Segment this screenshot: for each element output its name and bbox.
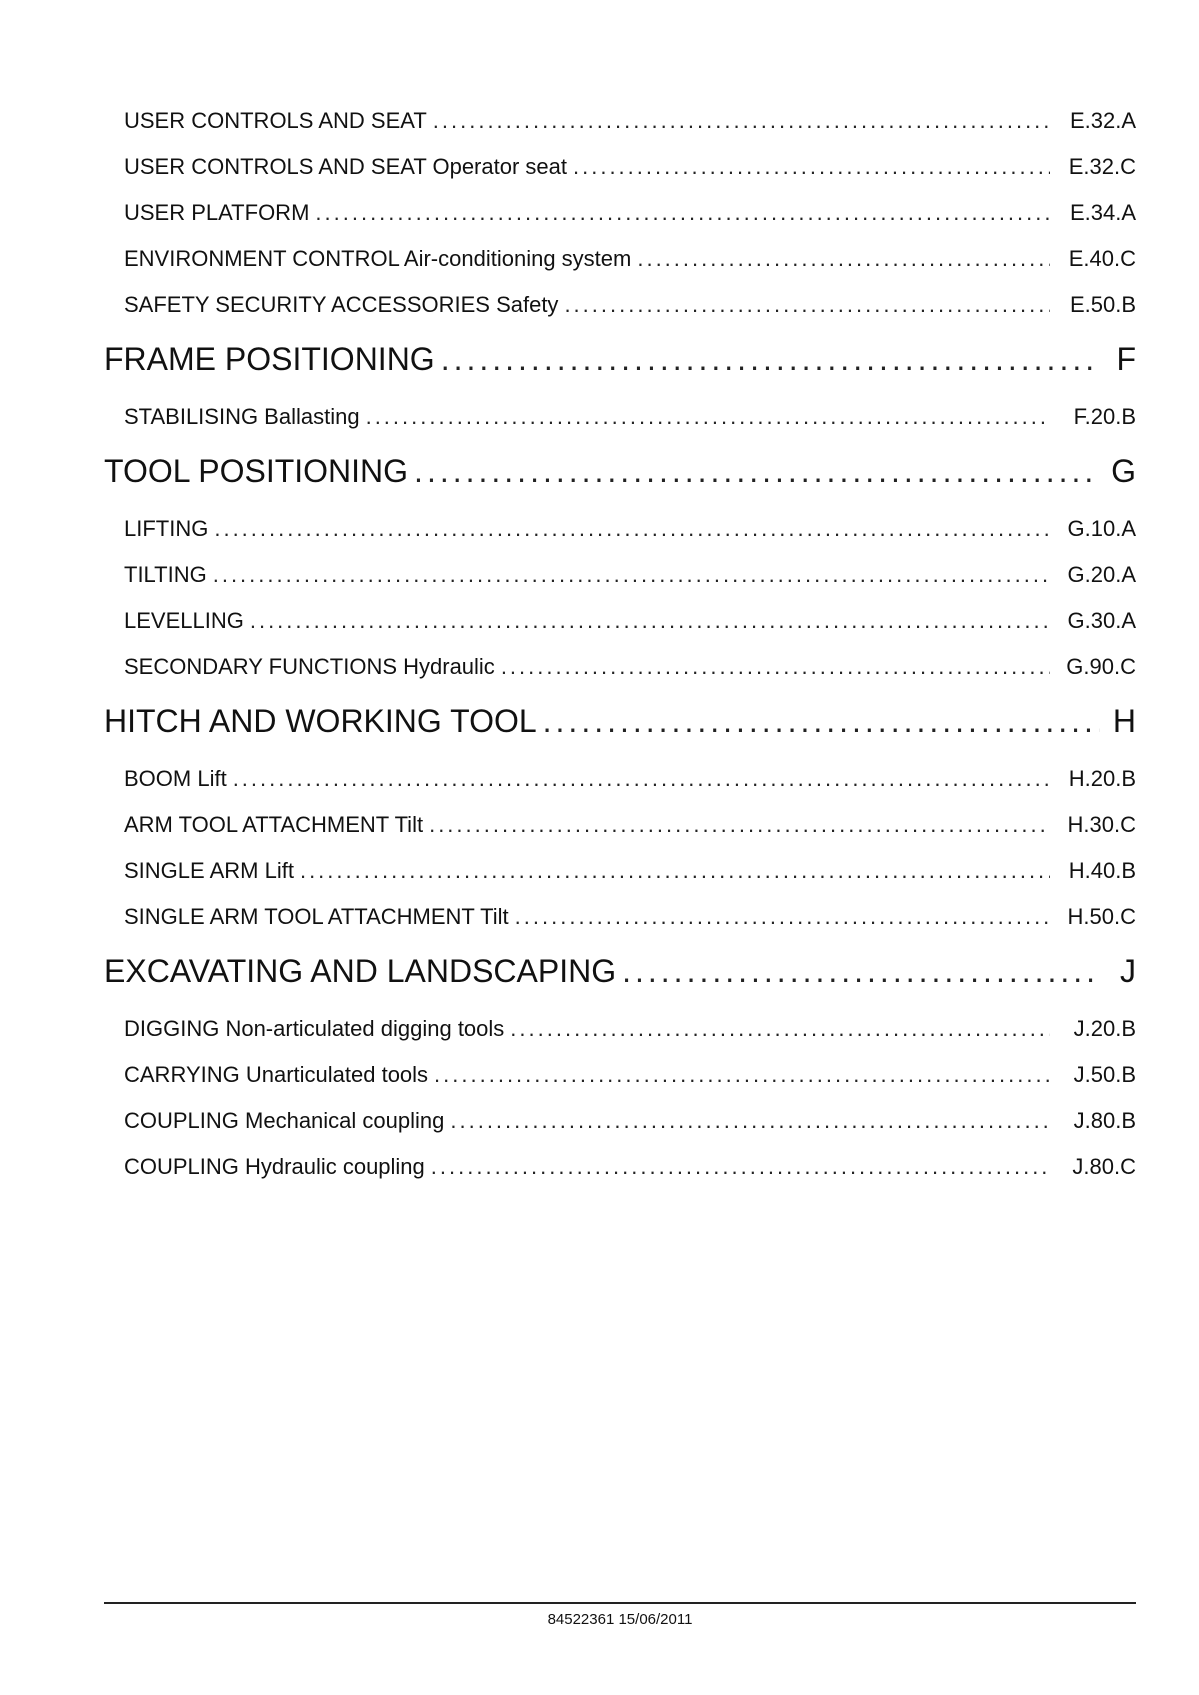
entry-title: BOOM Lift [124,766,227,791]
entry-title: TILTING [124,562,207,587]
entry-reference: H.40.B [1068,858,1136,883]
entry-title: CARRYING Unarticulated tools [124,1062,429,1087]
toc-entry [104,1006,1136,1052]
dot-leader [250,598,1050,644]
entry-title: ARM TOOL ATTACHMENT Tilt [124,812,424,837]
toc-entry [104,98,1136,144]
dot-leader [515,894,1050,940]
section-title: TOOL POSITIONING [104,453,409,489]
toc-entry [104,394,1136,440]
toc-entry [104,894,1136,940]
dot-leader [501,644,1050,690]
dot-leader [300,848,1050,894]
entry-reference: J.50.B [1073,1062,1136,1087]
toc-entry [104,1098,1136,1144]
entry-reference: E.34.A [1069,200,1136,225]
entry-reference: H.50.C [1067,904,1136,929]
entry-title: SINGLE ARM TOOL ATTACHMENT Tilt [124,904,509,929]
entry-reference: G.30.A [1067,608,1136,633]
toc-entry [104,802,1136,848]
entry-reference: J.80.B [1073,1108,1136,1133]
section-letter: F [1116,341,1136,377]
toc-entry [104,848,1136,894]
toc-section-heading [104,440,1136,506]
dot-leader [450,1098,1050,1144]
dot-leader [414,442,1100,500]
toc-entry [104,1052,1136,1098]
entry-title: DIGGING Non-articulated digging tools [124,1016,505,1041]
entry-title: COUPLING Hydraulic coupling [124,1154,425,1179]
dot-leader [637,236,1050,282]
toc-entry [104,552,1136,598]
dot-leader [429,802,1050,848]
entry-reference: H.20.B [1068,766,1136,791]
footer-divider [104,1602,1136,1604]
dot-leader [510,1006,1050,1052]
entry-reference: E.40.C [1068,246,1136,271]
dot-leader [213,552,1050,598]
section-letter: J [1120,953,1136,989]
entry-reference: E.32.C [1068,154,1136,179]
entry-title: STABILISING Ballasting [124,404,360,429]
toc-section-heading [104,690,1136,756]
entry-reference: G.10.A [1067,516,1136,541]
footer-doc-id-date: 84522361 15/06/2011 [547,1611,693,1628]
section-title: FRAME POSITIONING [104,341,435,377]
dot-leader [233,756,1050,802]
entry-title: USER CONTROLS AND SEAT [124,108,427,133]
dot-leader [315,190,1050,236]
dot-leader [441,330,1100,388]
toc-section-heading [104,940,1136,1006]
entry-reference: J.20.B [1073,1016,1136,1041]
entry-reference: G.90.C [1066,654,1136,679]
entry-reference: J.80.C [1072,1154,1136,1179]
entry-title: USER CONTROLS AND SEAT Operator seat [124,154,567,179]
dot-leader [433,98,1050,144]
toc-entry [104,144,1136,190]
entry-reference: E.50.B [1069,292,1136,317]
dot-leader [366,394,1050,440]
toc-entry [104,1144,1136,1190]
entry-title: SINGLE ARM Lift [124,858,294,883]
dot-leader [431,1144,1050,1190]
section-title: HITCH AND WORKING TOOL [104,703,537,739]
dot-leader [543,692,1100,750]
toc-entry [104,190,1136,236]
section-letter: G [1111,453,1136,489]
entry-reference: G.20.A [1067,562,1136,587]
toc-entry [104,506,1136,552]
entry-reference: E.32.A [1069,108,1136,133]
toc-entry [104,598,1136,644]
toc-entry [104,756,1136,802]
entry-title: USER PLATFORM [124,200,310,225]
entry-reference: H.30.C [1067,812,1136,837]
entry-title: SAFETY SECURITY ACCESSORIES Safety [124,292,559,317]
entry-title: COUPLING Mechanical coupling [124,1108,445,1133]
toc-section-heading [104,328,1136,394]
entry-title: ENVIRONMENT CONTROL Air-conditioning system [124,246,632,271]
toc-entry [104,282,1136,328]
dot-leader [434,1052,1050,1098]
toc-entry [104,644,1136,690]
toc-entry [104,236,1136,282]
dot-leader [622,942,1100,1000]
section-title: EXCAVATING AND LANDSCAPING [104,953,617,989]
entry-title: SECONDARY FUNCTIONS Hydraulic [124,654,495,679]
section-letter: H [1112,703,1136,739]
entry-title: LEVELLING [124,608,244,633]
table-of-contents [104,98,1136,1190]
dot-leader [573,144,1050,190]
dot-leader [214,506,1050,552]
dot-leader [564,282,1050,328]
entry-title: LIFTING [124,516,209,541]
entry-reference: F.20.B [1073,404,1136,429]
